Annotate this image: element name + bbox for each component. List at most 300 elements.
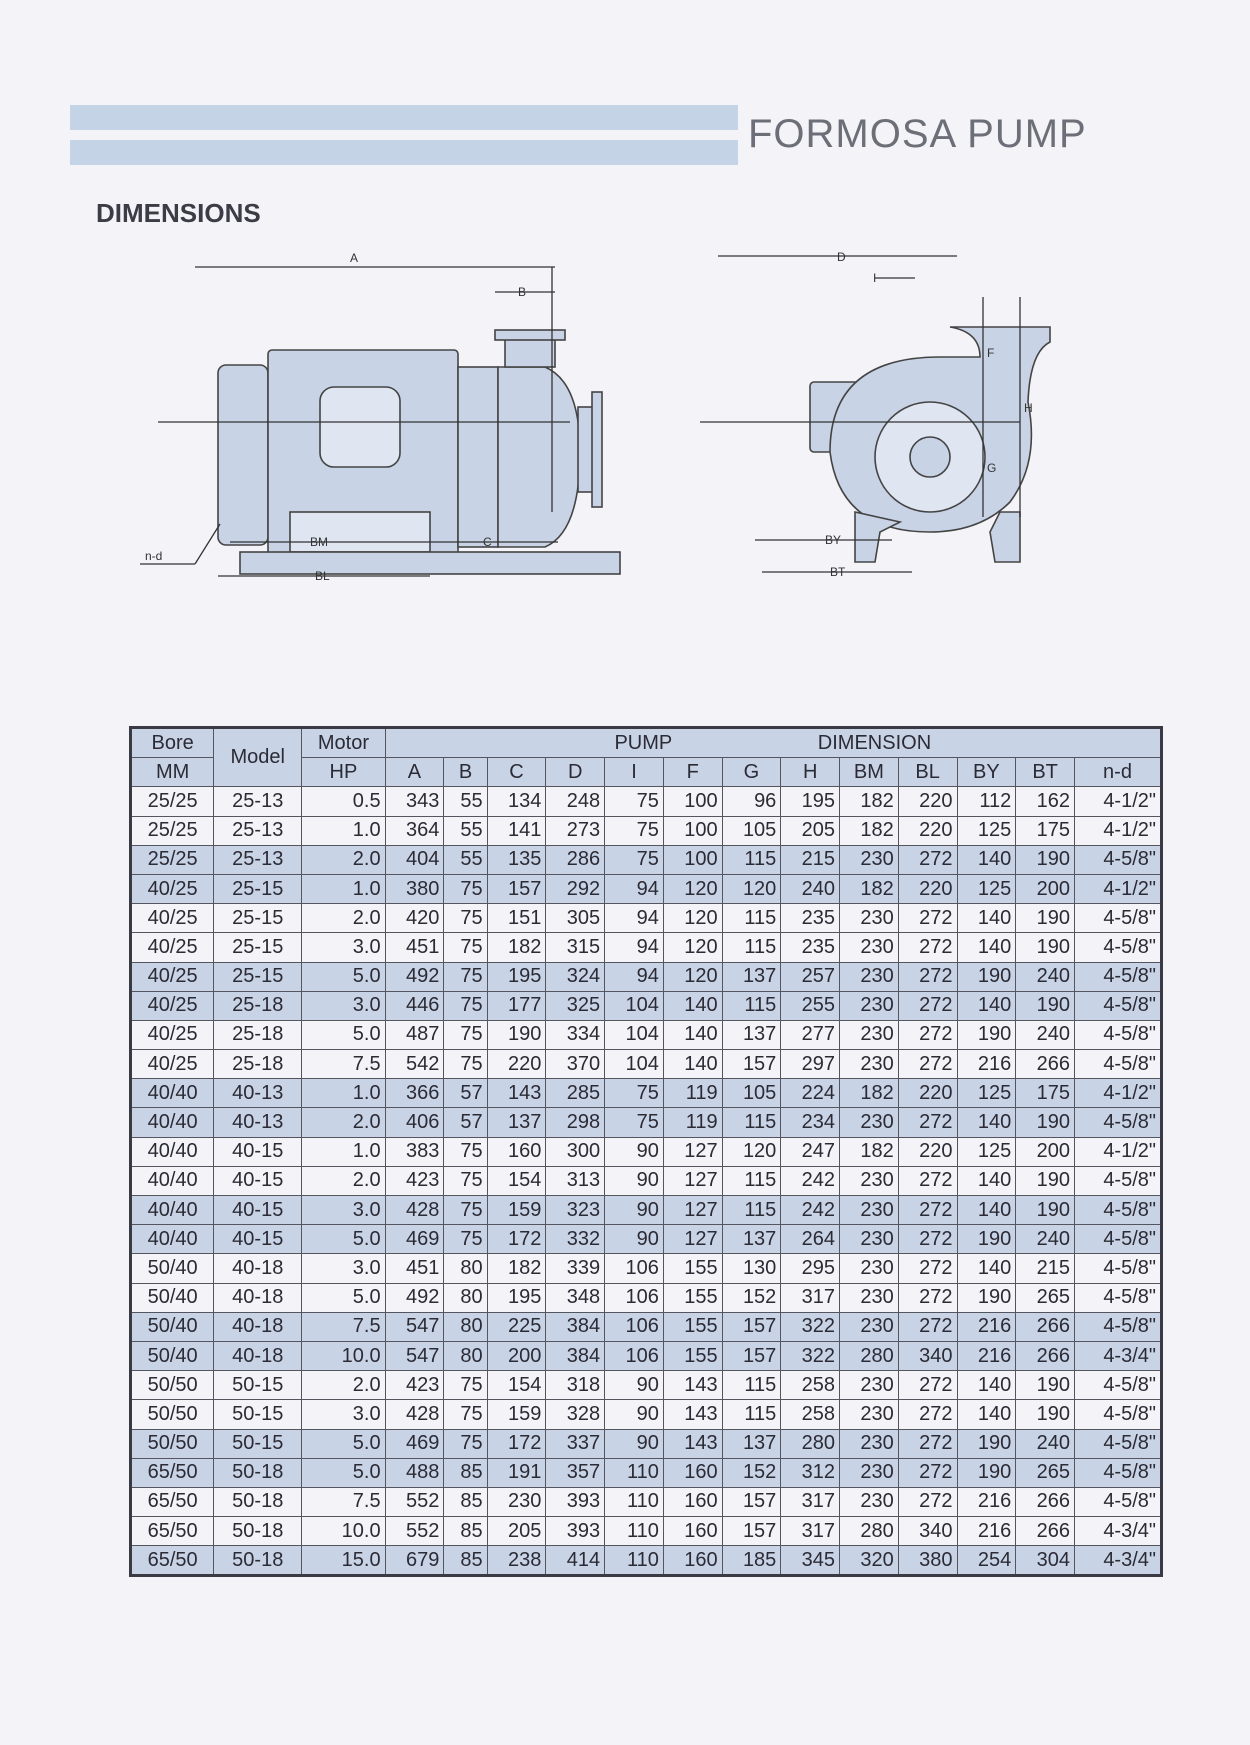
table-cell: 235 — [781, 933, 840, 962]
table-cell: 10.0 — [302, 1341, 385, 1370]
table-cell: 177 — [487, 991, 546, 1020]
table-row — [131, 962, 1162, 991]
table-cell: 106 — [605, 1312, 664, 1341]
table-cell: 155 — [663, 1283, 722, 1312]
table-cell: 80 — [444, 1283, 487, 1312]
table-cell: 141 — [487, 816, 546, 845]
table-cell: 25-15 — [214, 962, 302, 991]
dim-label-nd: n-d — [145, 549, 163, 563]
table-cell: 120 — [663, 904, 722, 933]
table-cell: 2.0 — [302, 1108, 385, 1137]
table-row — [131, 1079, 1162, 1108]
table-cell: 393 — [546, 1517, 605, 1546]
table-cell: 230 — [840, 1371, 899, 1400]
table-cell: 155 — [663, 1312, 722, 1341]
table-cell: 230 — [840, 991, 899, 1020]
table-cell: 172 — [487, 1225, 546, 1254]
table-cell: 110 — [605, 1546, 664, 1576]
table-cell: 94 — [605, 904, 664, 933]
table-cell: 106 — [605, 1254, 664, 1283]
table-cell: 428 — [385, 1400, 444, 1429]
table-cell: 85 — [444, 1458, 487, 1487]
table-cell: 322 — [781, 1341, 840, 1370]
table-cell: 135 — [487, 845, 546, 874]
table-cell: 125 — [957, 874, 1016, 903]
table-cell: 50-18 — [214, 1517, 302, 1546]
table-row — [131, 1283, 1162, 1312]
table-cell: 254 — [957, 1546, 1016, 1576]
table-cell: 155 — [663, 1341, 722, 1370]
table-cell: 94 — [605, 933, 664, 962]
table-cell: 240 — [1016, 962, 1075, 991]
table-cell: 195 — [781, 787, 840, 816]
table-cell: 182 — [840, 1079, 899, 1108]
front-view — [810, 327, 1050, 562]
table-cell: 205 — [781, 816, 840, 845]
table-cell: 143 — [663, 1371, 722, 1400]
table-cell: 451 — [385, 1254, 444, 1283]
table-cell: 160 — [663, 1487, 722, 1516]
header-pump-dimension — [385, 728, 1161, 758]
table-cell: 230 — [840, 1487, 899, 1516]
table-cell: 182 — [840, 787, 899, 816]
table-cell: 552 — [385, 1487, 444, 1516]
table-cell: 75 — [444, 991, 487, 1020]
table-cell: 272 — [898, 1487, 957, 1516]
table-cell: 40/40 — [131, 1196, 214, 1225]
table-cell: 280 — [840, 1517, 899, 1546]
table-cell: 40/25 — [131, 933, 214, 962]
table-cell: 4-5/8" — [1074, 1458, 1161, 1487]
table-cell: 65/50 — [131, 1546, 214, 1576]
table-cell: 90 — [605, 1429, 664, 1458]
table-cell: 190 — [1016, 1196, 1075, 1225]
table-cell: 152 — [722, 1283, 781, 1312]
table-cell: 266 — [1016, 1517, 1075, 1546]
table-cell: 5.0 — [302, 1020, 385, 1049]
table-cell: 110 — [605, 1487, 664, 1516]
table-cell: 157 — [487, 874, 546, 903]
table-cell: 157 — [722, 1312, 781, 1341]
table-cell: 7.5 — [302, 1312, 385, 1341]
table-cell: 85 — [444, 1487, 487, 1516]
table-cell: 143 — [663, 1400, 722, 1429]
table-cell: 317 — [781, 1517, 840, 1546]
table-cell: 1.0 — [302, 816, 385, 845]
table-cell: 469 — [385, 1225, 444, 1254]
table-cell: 272 — [898, 1283, 957, 1312]
table-cell: 50/40 — [131, 1254, 214, 1283]
table-cell: 90 — [605, 1225, 664, 1254]
table-cell: 115 — [722, 1400, 781, 1429]
table-cell: 265 — [1016, 1283, 1075, 1312]
table-cell: 182 — [840, 1137, 899, 1166]
brand-title: FORMOSA PUMP — [748, 112, 1087, 156]
table-row — [131, 933, 1162, 962]
table-cell: 94 — [605, 962, 664, 991]
table-row — [131, 874, 1162, 903]
table-cell: 332 — [546, 1225, 605, 1254]
table-cell: 0.5 — [302, 787, 385, 816]
table-cell: 125 — [957, 816, 1016, 845]
table-cell: 7.5 — [302, 1050, 385, 1079]
table-cell: 272 — [898, 1050, 957, 1079]
table-cell: 25-13 — [214, 816, 302, 845]
table-cell: 4-5/8" — [1074, 1196, 1161, 1225]
table-cell: 220 — [487, 1050, 546, 1079]
table-cell: 90 — [605, 1196, 664, 1225]
table-cell: 140 — [957, 1108, 1016, 1137]
table-cell: 292 — [546, 874, 605, 903]
table-cell: 428 — [385, 1196, 444, 1225]
header-col-g: G — [722, 758, 781, 787]
table-cell: 7.5 — [302, 1487, 385, 1516]
table-cell: 134 — [487, 787, 546, 816]
table-cell: 90 — [605, 1400, 664, 1429]
table-cell: 235 — [781, 904, 840, 933]
table-cell: 230 — [840, 1225, 899, 1254]
table-cell: 75 — [444, 1020, 487, 1049]
table-cell: 414 — [546, 1546, 605, 1576]
table-cell: 25/25 — [131, 787, 214, 816]
table-cell: 115 — [722, 904, 781, 933]
table-cell: 106 — [605, 1283, 664, 1312]
table-cell: 266 — [1016, 1487, 1075, 1516]
table-cell: 190 — [957, 1283, 1016, 1312]
table-cell: 4-3/4" — [1074, 1341, 1161, 1370]
table-cell: 240 — [781, 874, 840, 903]
table-cell: 406 — [385, 1108, 444, 1137]
table-cell: 115 — [722, 1196, 781, 1225]
table-cell: 105 — [722, 1079, 781, 1108]
table-cell: 266 — [1016, 1050, 1075, 1079]
table-cell: 190 — [957, 1020, 1016, 1049]
table-cell: 127 — [663, 1166, 722, 1195]
table-row — [131, 1312, 1162, 1341]
table-row — [131, 991, 1162, 1020]
table-cell: 115 — [722, 1371, 781, 1400]
table-cell: 339 — [546, 1254, 605, 1283]
table-cell: 94 — [605, 874, 664, 903]
table-cell: 75 — [605, 845, 664, 874]
table-cell: 25-15 — [214, 904, 302, 933]
table-cell: 337 — [546, 1429, 605, 1458]
table-cell: 348 — [546, 1283, 605, 1312]
dim-label-bt: BT — [830, 565, 846, 579]
table-cell: 679 — [385, 1546, 444, 1576]
table-cell: 190 — [1016, 1166, 1075, 1195]
table-cell: 230 — [840, 1020, 899, 1049]
dim-label-c: C — [483, 535, 492, 549]
table-cell: 182 — [487, 933, 546, 962]
table-cell: 137 — [722, 962, 781, 991]
table-cell: 75 — [444, 1400, 487, 1429]
table-row — [131, 904, 1162, 933]
header-model: Model — [214, 728, 302, 787]
table-cell: 40/40 — [131, 1108, 214, 1137]
table-cell: 191 — [487, 1458, 546, 1487]
table-row — [131, 1020, 1162, 1049]
table-cell: 357 — [546, 1458, 605, 1487]
table-row — [131, 1371, 1162, 1400]
table-cell: 4-5/8" — [1074, 1312, 1161, 1341]
table-cell: 4-3/4" — [1074, 1517, 1161, 1546]
table-row — [131, 1400, 1162, 1429]
table-cell: 5.0 — [302, 962, 385, 991]
table-cell: 190 — [957, 1225, 1016, 1254]
table-cell: 2.0 — [302, 904, 385, 933]
table-cell: 364 — [385, 816, 444, 845]
table-cell: 1.0 — [302, 1079, 385, 1108]
table-cell: 75 — [444, 962, 487, 991]
table-cell: 318 — [546, 1371, 605, 1400]
table-cell: 90 — [605, 1137, 664, 1166]
table-cell: 266 — [1016, 1312, 1075, 1341]
header-col-a: A — [385, 758, 444, 787]
table-cell: 40-13 — [214, 1108, 302, 1137]
table-cell: 5.0 — [302, 1458, 385, 1487]
table-cell: 120 — [663, 933, 722, 962]
table-cell: 305 — [546, 904, 605, 933]
table-cell: 5.0 — [302, 1429, 385, 1458]
header-pump-label: PUMP — [614, 731, 673, 754]
table-cell: 90 — [605, 1371, 664, 1400]
table-cell: 4-1/2" — [1074, 816, 1161, 845]
table-cell: 152 — [722, 1458, 781, 1487]
table-cell: 1.0 — [302, 1137, 385, 1166]
table-cell: 159 — [487, 1400, 546, 1429]
dim-label-g: G — [987, 461, 997, 475]
table-cell: 334 — [546, 1020, 605, 1049]
header-col-by: BY — [957, 758, 1016, 787]
table-cell: 75 — [444, 1050, 487, 1079]
header-band-bottom — [70, 140, 738, 165]
table-cell: 140 — [663, 1050, 722, 1079]
table-cell: 50/50 — [131, 1400, 214, 1429]
table-row — [131, 1458, 1162, 1487]
table-cell: 100 — [663, 845, 722, 874]
dim-label-a: A — [350, 251, 359, 265]
table-cell: 3.0 — [302, 1400, 385, 1429]
table-cell: 154 — [487, 1371, 546, 1400]
table-cell: 40/25 — [131, 1050, 214, 1079]
table-cell: 175 — [1016, 1079, 1075, 1108]
table-cell: 157 — [722, 1517, 781, 1546]
table-cell: 115 — [722, 933, 781, 962]
table-cell: 120 — [722, 1137, 781, 1166]
table-cell: 216 — [957, 1487, 1016, 1516]
table-cell: 137 — [722, 1225, 781, 1254]
table-cell: 4-5/8" — [1074, 1429, 1161, 1458]
table-cell: 115 — [722, 991, 781, 1020]
pump-drawing-svg — [140, 250, 1140, 662]
table-cell: 195 — [487, 1283, 546, 1312]
table-cell: 190 — [1016, 991, 1075, 1020]
table-cell: 255 — [781, 991, 840, 1020]
header-col-c: C — [487, 758, 546, 787]
table-cell: 50-15 — [214, 1371, 302, 1400]
table-cell: 280 — [840, 1341, 899, 1370]
header-col-d: D — [546, 758, 605, 787]
table-cell: 50-15 — [214, 1400, 302, 1429]
table-cell: 127 — [663, 1137, 722, 1166]
table-cell: 324 — [546, 962, 605, 991]
table-row — [131, 1487, 1162, 1516]
table-cell: 420 — [385, 904, 444, 933]
table-cell: 143 — [663, 1429, 722, 1458]
header-dimension-label: DIMENSION — [817, 731, 932, 754]
table-cell: 105 — [722, 816, 781, 845]
table-cell: 160 — [663, 1458, 722, 1487]
table-cell: 50-15 — [214, 1429, 302, 1458]
table-cell: 50-18 — [214, 1458, 302, 1487]
table-cell: 80 — [444, 1341, 487, 1370]
table-cell: 40/40 — [131, 1079, 214, 1108]
table-cell: 317 — [781, 1487, 840, 1516]
table-cell: 230 — [840, 1458, 899, 1487]
table-row — [131, 1341, 1162, 1370]
table-cell: 297 — [781, 1050, 840, 1079]
table-cell: 25-18 — [214, 991, 302, 1020]
table-cell: 130 — [722, 1254, 781, 1283]
table-cell: 4-5/8" — [1074, 904, 1161, 933]
table-cell: 4-5/8" — [1074, 1400, 1161, 1429]
table-cell: 280 — [781, 1429, 840, 1458]
table-cell: 4-1/2" — [1074, 1137, 1161, 1166]
table-cell: 272 — [898, 1312, 957, 1341]
table-cell: 488 — [385, 1458, 444, 1487]
table-cell: 10.0 — [302, 1517, 385, 1546]
table-row — [131, 1254, 1162, 1283]
header-col-i: I — [605, 758, 664, 787]
table-cell: 104 — [605, 1020, 664, 1049]
table-cell: 143 — [487, 1079, 546, 1108]
table-cell: 119 — [663, 1108, 722, 1137]
table-cell: 80 — [444, 1312, 487, 1341]
table-cell: 100 — [663, 816, 722, 845]
table-cell: 384 — [546, 1341, 605, 1370]
table-cell: 272 — [898, 933, 957, 962]
table-cell: 127 — [663, 1225, 722, 1254]
table-cell: 140 — [957, 904, 1016, 933]
table-cell: 190 — [957, 962, 1016, 991]
table-cell: 264 — [781, 1225, 840, 1254]
table-cell: 272 — [898, 991, 957, 1020]
table-cell: 230 — [487, 1487, 546, 1516]
table-cell: 366 — [385, 1079, 444, 1108]
table-cell: 190 — [1016, 1400, 1075, 1429]
table-cell: 157 — [722, 1487, 781, 1516]
table-cell: 313 — [546, 1166, 605, 1195]
table-cell: 40/25 — [131, 991, 214, 1020]
header-motor: Motor — [302, 728, 385, 758]
table-cell: 242 — [781, 1166, 840, 1195]
table-cell: 182 — [840, 816, 899, 845]
table-cell: 300 — [546, 1137, 605, 1166]
table-cell: 75 — [444, 1137, 487, 1166]
table-cell: 216 — [957, 1517, 1016, 1546]
table-cell: 175 — [1016, 816, 1075, 845]
table-cell: 230 — [840, 1429, 899, 1458]
table-cell: 328 — [546, 1400, 605, 1429]
table-row — [131, 1225, 1162, 1254]
table-cell: 140 — [957, 1371, 1016, 1400]
table-cell: 2.0 — [302, 1371, 385, 1400]
table-cell: 200 — [1016, 1137, 1075, 1166]
table-cell: 230 — [840, 1050, 899, 1079]
table-cell: 159 — [487, 1196, 546, 1225]
table-cell: 5.0 — [302, 1225, 385, 1254]
table-cell: 552 — [385, 1517, 444, 1546]
table-cell: 75 — [605, 816, 664, 845]
table-cell: 272 — [898, 1108, 957, 1137]
table-cell: 137 — [722, 1429, 781, 1458]
table-cell: 154 — [487, 1166, 546, 1195]
table-cell: 75 — [605, 1079, 664, 1108]
table-cell: 312 — [781, 1458, 840, 1487]
table-cell: 230 — [840, 904, 899, 933]
table-cell: 106 — [605, 1341, 664, 1370]
table-cell: 140 — [957, 1196, 1016, 1225]
table-cell: 75 — [444, 1371, 487, 1400]
table-cell: 4-5/8" — [1074, 1050, 1161, 1079]
table-cell: 404 — [385, 845, 444, 874]
table-cell: 157 — [722, 1050, 781, 1079]
table-cell: 380 — [898, 1546, 957, 1576]
table-cell: 50/50 — [131, 1429, 214, 1458]
table-cell: 100 — [663, 787, 722, 816]
table-cell: 120 — [722, 874, 781, 903]
table-cell: 190 — [957, 1429, 1016, 1458]
table-cell: 40/40 — [131, 1225, 214, 1254]
table-cell: 323 — [546, 1196, 605, 1225]
table-cell: 304 — [1016, 1546, 1075, 1576]
table-cell: 216 — [957, 1050, 1016, 1079]
table-cell: 104 — [605, 1050, 664, 1079]
table-cell: 185 — [722, 1546, 781, 1576]
table-cell: 272 — [898, 1166, 957, 1195]
table-cell: 75 — [605, 787, 664, 816]
table-cell: 140 — [663, 991, 722, 1020]
table-cell: 96 — [722, 787, 781, 816]
table-cell: 220 — [898, 1137, 957, 1166]
table-cell: 65/50 — [131, 1458, 214, 1487]
table-cell: 75 — [444, 1429, 487, 1458]
table-cell: 216 — [957, 1312, 1016, 1341]
table-cell: 115 — [722, 1108, 781, 1137]
side-view — [218, 330, 620, 574]
table-cell: 230 — [840, 933, 899, 962]
table-cell: 230 — [840, 1166, 899, 1195]
table-cell: 5.0 — [302, 1283, 385, 1312]
table-cell: 90 — [605, 1166, 664, 1195]
table-cell: 320 — [840, 1546, 899, 1576]
table-cell: 273 — [546, 816, 605, 845]
table-cell: 225 — [487, 1312, 546, 1341]
table-cell: 140 — [957, 1400, 1016, 1429]
table-cell: 4-1/2" — [1074, 1079, 1161, 1108]
table-cell: 50-18 — [214, 1487, 302, 1516]
table-cell: 25-13 — [214, 787, 302, 816]
table-row — [131, 1546, 1162, 1576]
dim-label-f: F — [987, 346, 995, 360]
table-cell: 40-18 — [214, 1254, 302, 1283]
table-cell: 322 — [781, 1312, 840, 1341]
table-cell: 137 — [487, 1108, 546, 1137]
table-cell: 220 — [898, 1079, 957, 1108]
table-cell: 343 — [385, 787, 444, 816]
table-cell: 234 — [781, 1108, 840, 1137]
